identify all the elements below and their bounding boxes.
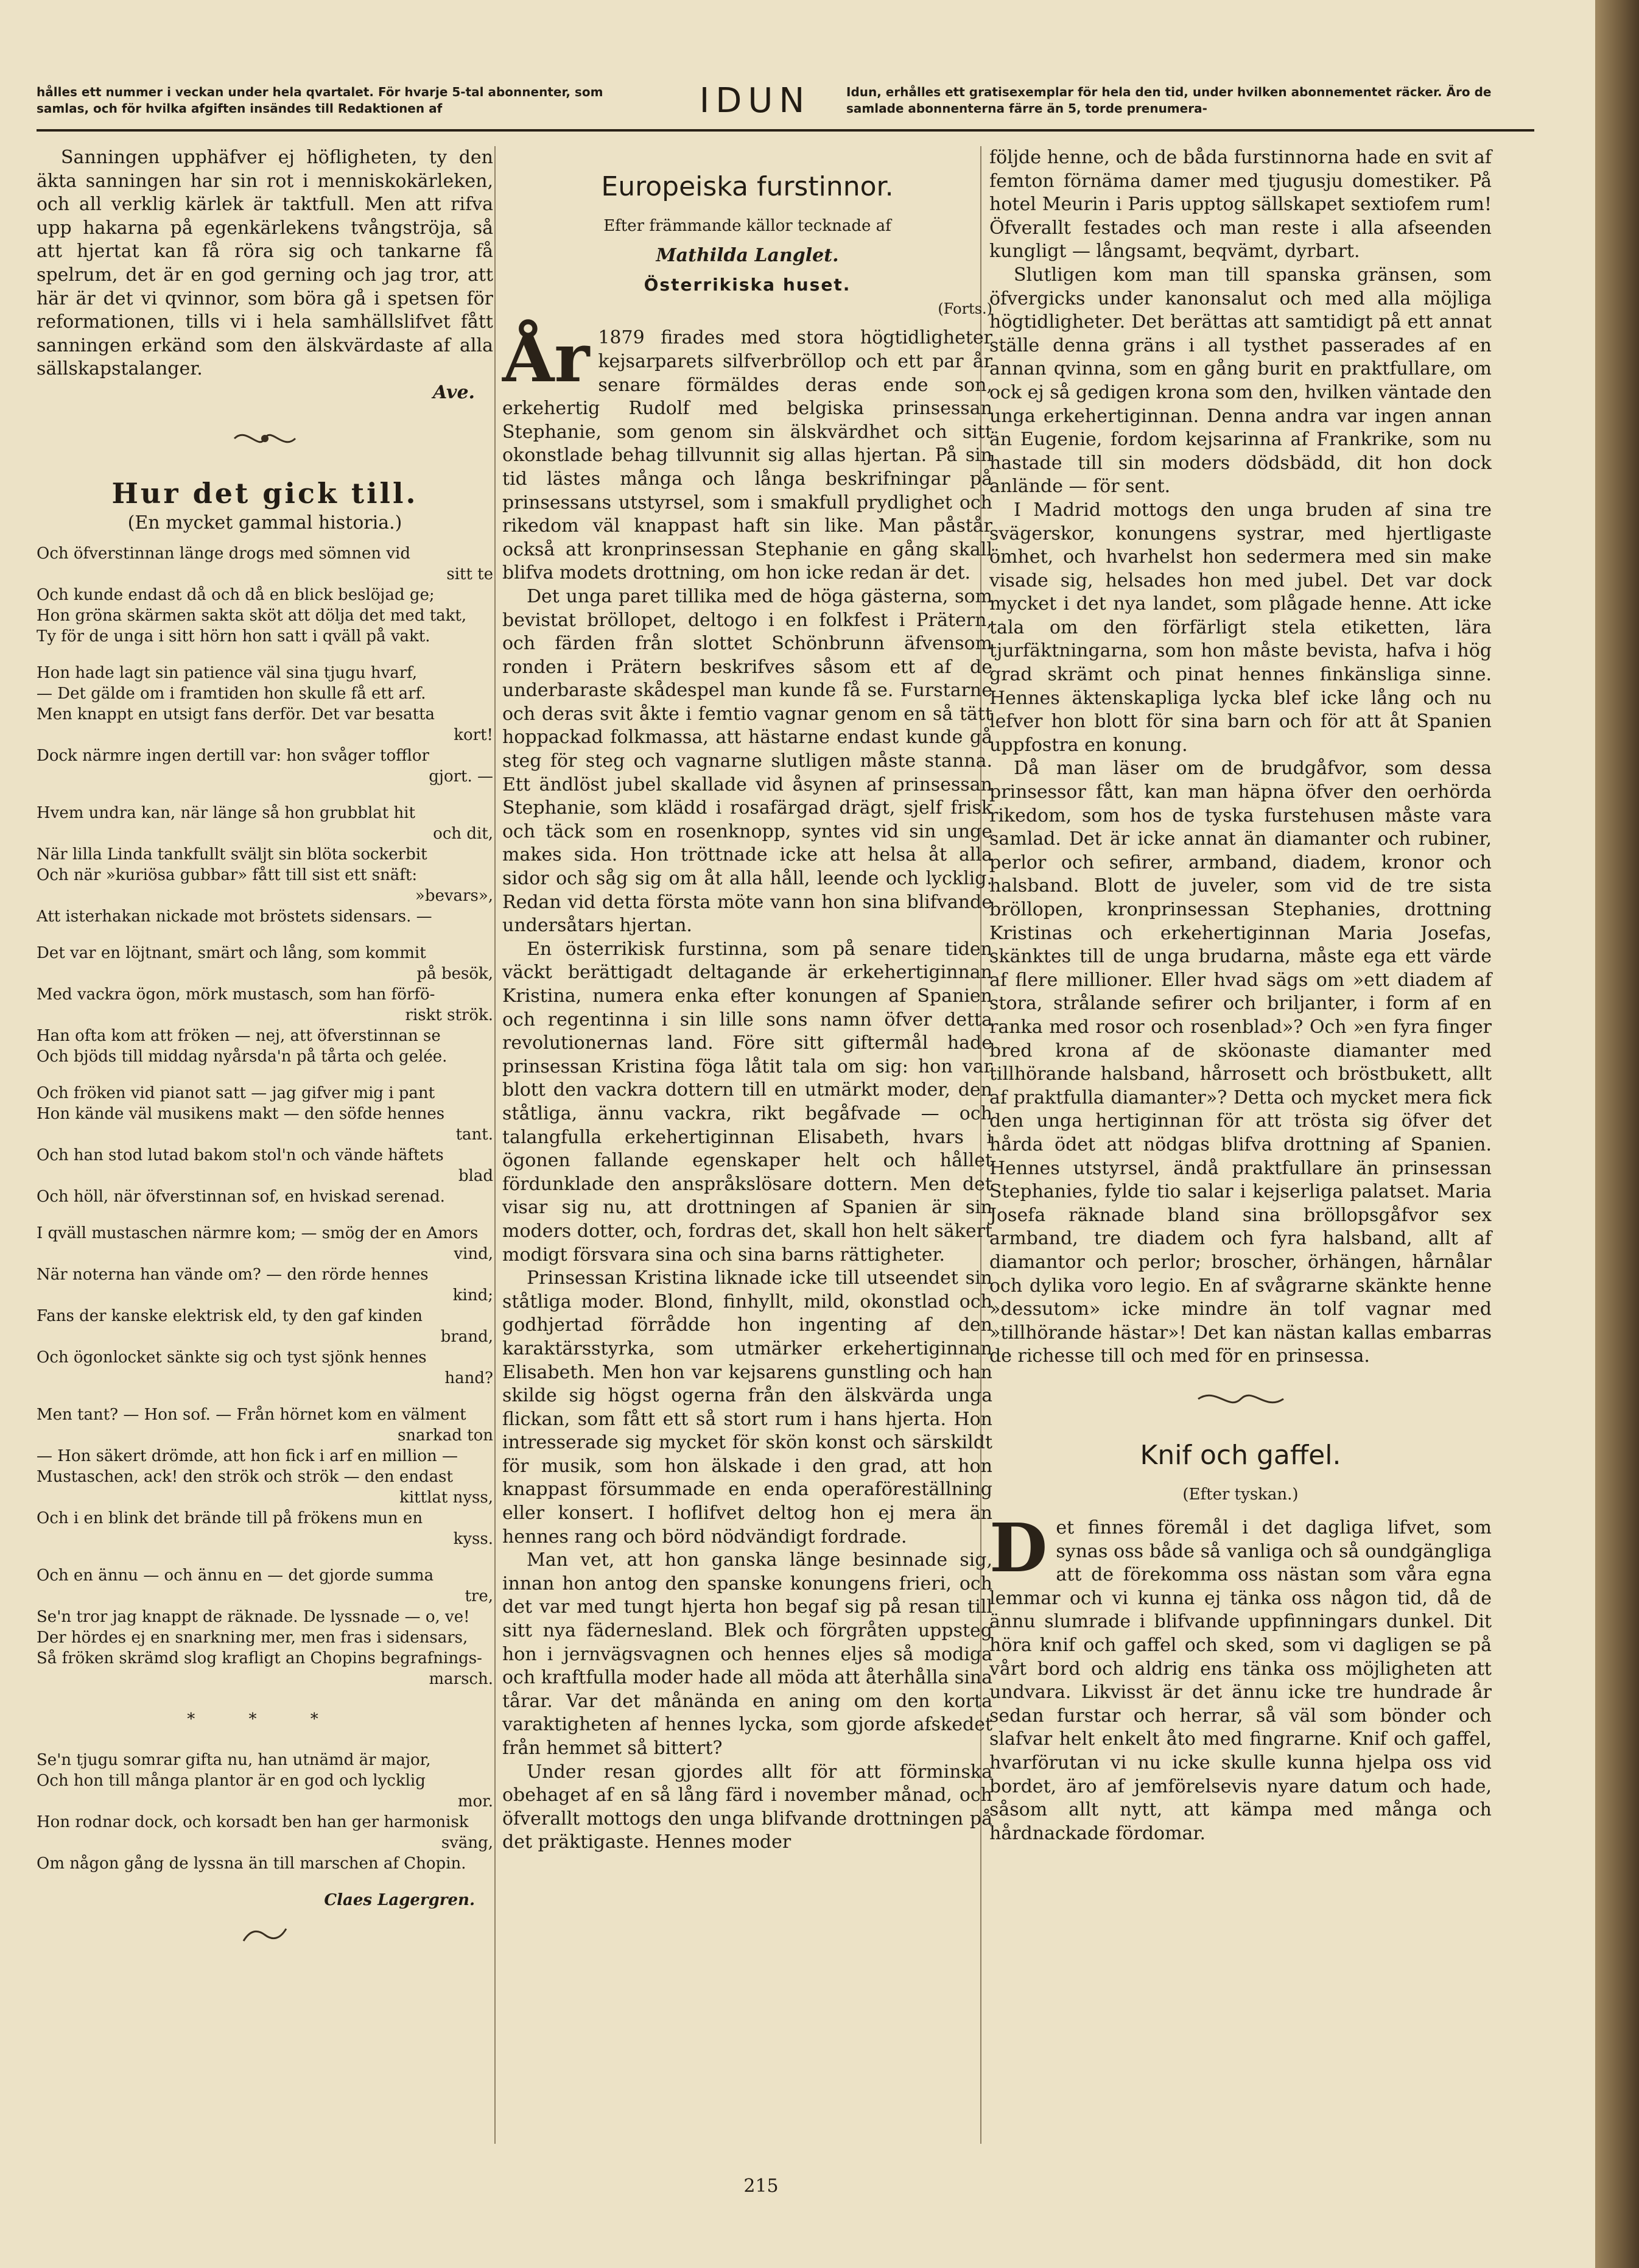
poem-line: Han ofta kom att fröken — nej, att öfverstinnan se [37, 1027, 441, 1046]
poem-line-continuation: snarkad ton [397, 1426, 493, 1445]
poem-line: — Det gälde om i framtiden hon skulle få ett arf. [37, 685, 426, 703]
poem-line: Med vackra ögon, mörk mustasch, som han förfö- [37, 985, 435, 1004]
poem-line: Hon gröna skärmen sakta sköt att dölja det med takt, [37, 607, 467, 625]
article-subheading: Österrikiska huset. [644, 275, 851, 295]
poem-line: Se'n tror jag knappt de räknade. De lyssnade — o, ve! [37, 1608, 470, 1627]
poem-line: Men knappt en utsigt fans derför. Det var besatta [37, 705, 435, 724]
article-paragraph: 1879 firades med stora högtidligheter kejsarparets silfverbröllop och ett par år senare förmäldes deras ende son, erkehertig Rudolf med belgiska prinsessan Stephanie, som genom sin älskvärdhet och sitt okonstlade behag tillvunnit sig allas hjertan. På sin tid lästes många och långa beskrifningar på prinsessans utstyrsel, som i smakfull prydlighet och rikedom väl knappast haft sin like. Man påstår också att kronprinsessan Stephanie en gång skall blifva modets drottning, om hon icke redan är det. [502, 327, 992, 584]
column-3 [989, 146, 1492, 1845]
flourish-icon [37, 1923, 493, 1954]
poem-line: Ty för de unga i sitt hörn hon satt i qväll på vakt. [37, 627, 430, 646]
poem-line-continuation: »bevars», [415, 887, 493, 906]
page-number: 215 [743, 2175, 779, 2197]
poem-line: Och kunde endast då och då en blick beslöjad ge; [37, 586, 435, 605]
signature-ave: Ave. [432, 381, 475, 403]
poem-stanza [37, 1750, 493, 1874]
poem-line: Och ögonlocket sänkte sig och tyst sjönk hennes [37, 1348, 427, 1367]
article-2-paragraph: et finnes föremål i det dagliga lifvet, som synas oss både så vanliga och så oundgängliga att de förekomma oss nästan som våra egna lemmar och vi kunna ej tänka oss någon tid, då de ännu slumrade i blifvande uppfinningars dunkel. Dit höra knif och gaffel och sked, som vi dagligen se på vårt bord och aldrig ens tänka oss möjligheten att undvara. Likvisst är det ännu icke tre hundrade år sedan furstar och herrar, så väl som bönder och slafvar helt enkelt åto med fingrarne. Knif och gaffel, hvarförutan vi nu icke skulle kunna hjelpa oss vid bordet, äro af jemförelsevis nyare datum och hade, såsom allt nytt, att kämpa med många och hårdnackade fördomar. [989, 1517, 1492, 1844]
poem-line-continuation: tre, [465, 1587, 493, 1606]
article-author: Mathilda Langlet. [656, 244, 839, 266]
poem-line-continuation: brand, [440, 1328, 493, 1347]
article-paragraph: Man vet, att hon ganska länge besinnade sig, innan hon antog den spanske konungens frieri, och det var med tungt hjerta hon begaf sig på resan till sitt nya fädernesland. Blek och förgråten uppsteg hon i jernvägsvagnen och hennes eljes så modiga och kraftfulla moder hade all möda att återhålla sina tårar. Var det månända en aning om den korta varaktigheten af hennes lycka, som gjorde afskedet från hemmet så bittert? [502, 1549, 992, 1759]
poem-line: Och en ännu — och ännu en — det gjorde summa [37, 1566, 434, 1585]
poem-line-continuation: och dit, [433, 825, 493, 843]
dropcap: D [989, 1509, 1048, 1588]
poem-stanza [37, 803, 493, 927]
article-paragraph: En österrikisk furstinna, som på senare tiden väckt berättigadt deltagande är erkehertiginnan Kristina, numera enka efter konungen af Spanien och regentinna i sin lille sons namn öfver detta revolutionernas land. Före sitt giftermål hade prinsessan Kristina föga låtit tala om sig: hon var blott den vackra dottern till en utmärkt moder, den ståtliga, ännu vackra, rikt begåfvade — och talangfulla erkehertiginnan Elisabeth, hvars i ögonen fallande egenskaper helt och hållet fördunklade den anspråkslösare dottern. Men det visar sig nu, att drottningen af Spanien är sin moders dotter, och, fordras det, skall hon helt säkert modigt försvara sina och sina barns rättigheter. [502, 938, 992, 1266]
article-paragraph: Slutligen kom man till spanska gränsen, som öfvergicks under kanonsalut och med alla möjliga högtidligheter. Det berättas att samtidigt på ett annat ställe denna gräns i all tysthet passerades af en annan qvinna, som en gång burit en praktfullare, om ock ej så gedigen krona som den, hvilken väntade den unga erkehertiginnan. Denna andra var ingen annan än Eugenie, fordom kejsarinna af Frankrike, som nu hastade till sin moders dödsbädd, dit hon dock anlände — för sent. [989, 264, 1492, 498]
poem-line: Se'n tjugu somrar gifta nu, han utnämd är major, [37, 1750, 431, 1769]
poem-stanza [37, 1083, 493, 1207]
poem-subtitle: (En mycket gammal historia.) [127, 512, 402, 534]
poem-line: Och höll, när öfverstinnan sof, en hviskad serenad. [37, 1188, 445, 1206]
poem-line: Och när »kuriösa gubbar» fått till sist ett snäft: [37, 866, 418, 885]
poem-line-continuation: tant. [455, 1125, 493, 1144]
poem-stanza [37, 543, 493, 647]
article-paragraph: Det unga paret tillika med de höga gästerna, som bevistat bröllopet, deltogo i en folkfest i Prätern, och färden från slottet Schönbrunn äfvensom ronden i Prätern beskrifves såsom ett af de underbaraste skådespel man kunde få se. Furstarne och deras svit åkte i femtio vagnar genom en så tätt hoppackad folkmassa, att hästarne endast kunde gå steg för steg och vagnarne slutligen måste stanna. Ett ändlöst jubel skallade vid åsynen af prinsessan Stephanie, som klädd i rosafärgad drägt, sjelf frisk och täck som en rosenknopp, syntes vid sin unge makes sida. Hon tröttnade icke att helsa åt alla sidor och såg sig om åt alla håll, leende och lycklig. Redan vid detta första möte vann hon sina blifvande undersåtars hjertan. [502, 585, 992, 937]
poem-line-continuation: marsch. [429, 1670, 493, 1689]
poem-line: Och han stod lutad bakom stol'n och vände häftets [37, 1146, 444, 1165]
article-title: Europeiska furstinnor. [601, 171, 894, 202]
masthead-title: IDUN [699, 81, 811, 121]
column-divider [494, 146, 496, 2144]
poem-line-continuation: mor. [457, 1792, 493, 1811]
poem-stanza [37, 943, 493, 1067]
poem-line: Det var en löjtnant, smärt och lång, som kommit [37, 944, 426, 963]
ornament-vignette-icon [989, 1387, 1492, 1415]
masthead-left-notice: hålles ett nummer i veckan under hela qvartalet. För hvarje 5-tal abonnenter, som samlas, och för hvilka afgiften insändes till Redaktionen af [37, 85, 603, 116]
article-paragraph: följde henne, och de båda furstinnorna hade en svit af femton förnäma damer med tjugusju domestiker. På hotel Meurin i Paris upptog sällskapet sextiofem rum! Öfverallt festades och man reste i alla afseenden kungligt — långsamt, beqvämt, dyrbart. [989, 147, 1492, 262]
article-paragraph: Då man läser om de brudgåfvor, som dessa prinsessor fått, kan man häpna öfver den oerhörda rikedom, som hos de tyska furstehusen måste vara samlad. Det är icke annat än diamanter och rubiner, perlor och sefirer, armband, diadem, kronor och halsband. Blott de juveler, som vid de tre sista bröllopen, kronprinsessan Stephanies, drottning Kristinas och erkehertiginnan Maria Josefas, skänktes till de unga brudarna, måste ega ett värde af flere millioner. Eller hvad sägs om »ett diadem af stora, strålande sefirer och briljanter, i form af en ranka med rosor och rosenblad»? Och »en fyra finger bred krona af de sköonaste diamanter med tillhörande halsband, hårrosett och bröstbukett, allt af praktfulla diamanter»? Detta och mycket mera fick den unga hertiginnan för att trösta sig öfver det hårda ödet att nödgas blifva drottning af Spanien. Hennes utstyrsel, ändå praktfullare än prinsessan Stephanies, fylde tio salar i kejserliga palatset. Maria Josefa räknade bland sina bröllopsgåfvor sex armband, tre diadem och fyra halsband, allt af diamantor och perlor; broscher, örhängen, hårnålar och dylika voro legio. En af svågrarne skänkte henne »dessutom» icke mindre än tolf vagnar med »tillhörande hästar»! Det kan nästan kallas embarras de richesse till och med för en prinsessa. [989, 758, 1492, 1367]
poem-line-continuation: kort! [454, 726, 493, 745]
poem-line: Och hon till många plantor är en god och lycklig [37, 1771, 426, 1790]
poem-line-continuation: kind; [452, 1286, 493, 1305]
ornament-vignette-icon [37, 423, 493, 458]
article-paragraph: Prinsessan Kristina liknade icke till utseendet sin ståtliga moder. Blond, finhyllt, mild, okonstlad och godhjertad förrådde hon ingenting af den karaktärsstyrka, som utmärker erkehertiginnan Elisabeth. Men hon var kejsarens gunstling och han skilde sig högst ogerna från den älskvärda unga flickan, som fått ett så stort rum i hans hjerta. Hon intresserade sig mycket för skön konst och särskildt för musik, som hon älskade i den grad, att hon knappast försummade en enda operaföreställning eller konsert. I hoflifvet deltog hon ej mera än hennes rang och börd nödvändigt fordrade. [502, 1267, 992, 1548]
poem-line: Dock närmre ingen dertill var: hon svåger tofflor [37, 747, 429, 766]
article-source: Efter främmande källor tecknade af [603, 217, 891, 235]
poem-line-continuation: vind, [454, 1245, 493, 1264]
poem-line: Att isterhakan nickade mot bröstets sidensars. — [37, 907, 432, 926]
poem-line: Mustaschen, ack! den strök och strök — den endast [37, 1468, 453, 1487]
poem-line-continuation: gjort. — [429, 767, 493, 786]
binding-edge [1595, 0, 1639, 2268]
poem-line: När lilla Linda tankfullt sväljt sin blöta sockerbit [37, 845, 427, 864]
poem-line-continuation: hand? [444, 1369, 493, 1388]
poem-line: Hon hade lagt sin patience väl sina tjugu hvarf, [37, 664, 418, 683]
poem-stanza [37, 1223, 493, 1389]
poem-line: Hvem undra kan, när länge så hon grubblat hit [37, 804, 415, 823]
poem-stanza [37, 1565, 493, 1689]
poem-body [37, 543, 493, 1689]
poem-line: Hon kände väl musikens makt — den söfde hennes [37, 1105, 445, 1124]
masthead-rule [37, 129, 1534, 132]
poem-line: Hon rodnar dock, och korsadt ben han ger harmonisk [37, 1812, 469, 1831]
column-2 [502, 146, 992, 1854]
poem-line: Der hördes ej en snarkning mer, men fras i sidensars, [37, 1629, 468, 1647]
poem-line: Och fröken vid pianot satt — jag gifver mig i pant [37, 1084, 435, 1103]
dropcap: År [502, 319, 590, 398]
article-2-subtitle: (Efter tyskan.) [1182, 1485, 1299, 1504]
poem-line: Och bjöds till middag nyårsda'n på tårta och gelée. [37, 1048, 447, 1066]
poem-line-continuation: sväng, [441, 1833, 493, 1852]
intro-paragraph: Sanningen upphäfver ej höfligheten, ty den äkta sanningen har sin rot i menniskokärleken, och all verklig kärlek är taktfull. Men att rifva upp hakarna på egenkärlekens tvångströja, så att hjertat kan få röra sig och tankarne få spelrum, det är en god gerning och jag tror, att här är det vi qvinnor, som böra gå i spetsen för reformationen, tills vi i hela samhällslifvet fått sanningen erkänd som den älskvärdaste af alla sällskapstalanger. [37, 147, 493, 380]
poem-line-continuation: riskt strök. [405, 1006, 493, 1025]
poem-line: I qväll mustaschen närmre kom; — smög der en Amors [37, 1224, 479, 1243]
poem-line: Om någon gång de lyssna än till marschen af Chopin. [37, 1854, 466, 1873]
section-stars: * * * [187, 1710, 343, 1729]
poem-line: — Hon säkert drömde, att hon fick i arf en million — [37, 1447, 458, 1466]
poem-line: När noterna han vände om? — den rörde hennes [37, 1266, 429, 1284]
poem-line-continuation: på besök, [416, 965, 493, 984]
poet-signature: Claes Lagergren. [324, 1890, 475, 1909]
poem-line-continuation: kyss. [453, 1530, 493, 1549]
article-paragraph: Under resan gjordes allt för att förminska obehaget af en så lång färd i november månad, och öfverallt mottogs den unga blifvande drottningen på det präktigaste. Hennes moder [502, 1761, 992, 1853]
poem-stanza [37, 663, 493, 787]
poem-stanza [37, 1404, 493, 1549]
poem-line: Och i en blink det brände till på frökens mun en [37, 1509, 423, 1528]
article-2-title: Knif och gaffel. [1140, 1440, 1341, 1471]
masthead-right-notice: Idun, erhålles ett gratisexemplar för hela den tid, under hvilken abonnementet räcker. Äro de samlade abonnenterna färre än 5, torde prenumera- [846, 85, 1492, 116]
poem-line: Men tant? — Hon sof. — Från hörnet kom en välment [37, 1406, 466, 1425]
poem-line-continuation: blad [458, 1167, 493, 1186]
column-1 [37, 146, 493, 1966]
continued-note: (Forts.) [938, 300, 992, 317]
poem-line-continuation: kittlat nyss, [399, 1488, 493, 1507]
poem-line-continuation: sitt te [446, 565, 493, 584]
poem-line: Så fröken skrämd slog krafligt an Chopins begrafnings- [37, 1649, 482, 1668]
poem-title: Hur det gick till. [111, 477, 418, 510]
poem-line: Fans der kanske elektrisk eld, ty den gaf kinden [37, 1307, 423, 1326]
poem-line: Och öfverstinnan länge drogs med sömnen vid [37, 544, 410, 563]
masthead [37, 79, 1534, 128]
poem-final-stanza [37, 1750, 493, 1874]
article-paragraph: I Madrid mottogs den unga bruden af sina tre svägerskor, konungens systrar, med hjertligaste ömhet, och hvarhelst hon sedermera med sin make visade sig, helsades hon med jubel. Det var dock mycket i det nya landet, som plågade henne. Att icke tala om den förfärligt stela etiketten, lära tjurfäktningarna, som hon måste bevista, hafva i hög grad skrämt och pinat hennes finkänsliga sinne. Hennes äktenskapliga lycka blef icke lång och nu lefver hon blott för sina barn och för att åt Spanien uppfostra en konung. [989, 499, 1492, 756]
